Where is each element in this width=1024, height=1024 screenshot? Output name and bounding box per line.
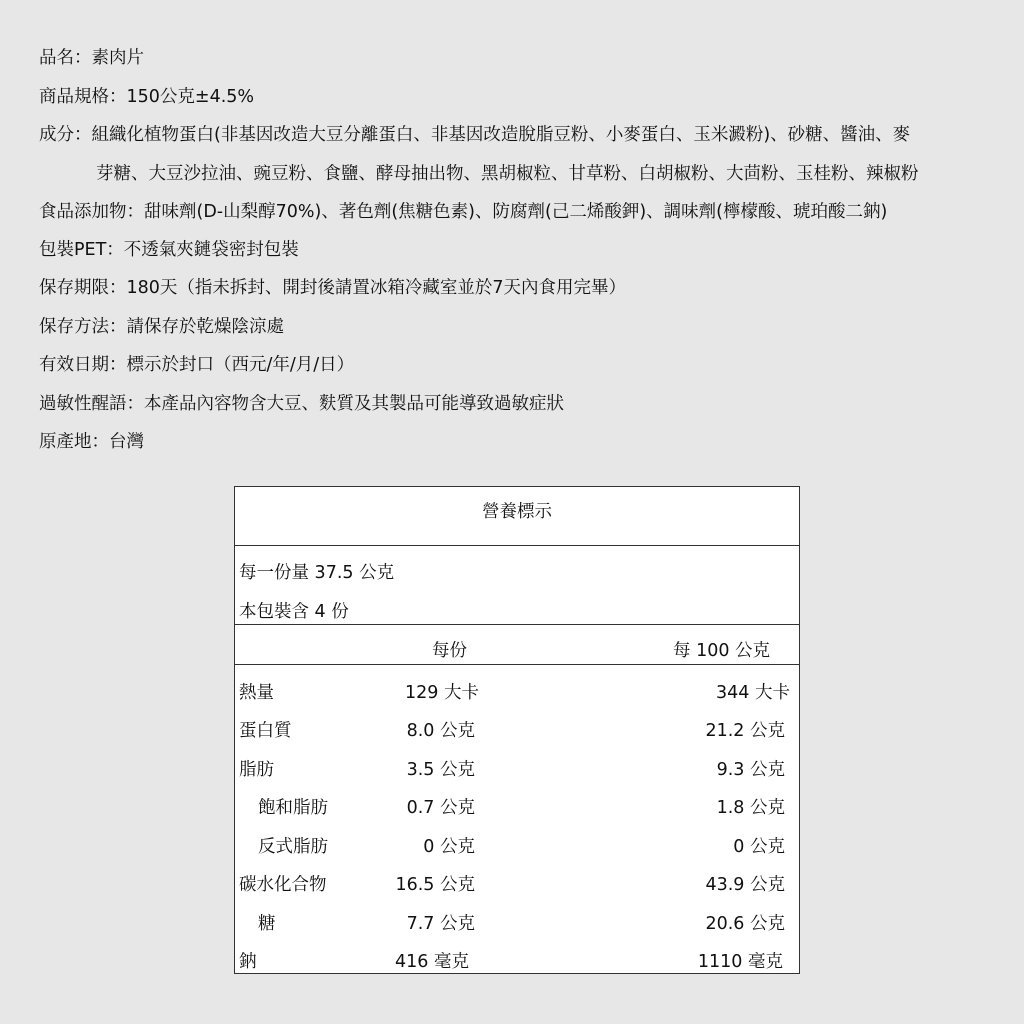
storage-method: 保存方法：請保存於乾燥陰涼處 <box>39 317 284 337</box>
per-serving-value: 8.0 公克 <box>406 721 475 741</box>
nutrient-row-sugar <box>235 910 799 934</box>
per-100g-value: 20.6 公克 <box>705 914 785 934</box>
per-serving-value: 7.7 公克 <box>406 914 475 934</box>
nutrient-name: 蛋白質 <box>239 721 292 741</box>
column-header-per-serving: 每份 <box>432 641 467 661</box>
per-serving-value: 0.7 公克 <box>406 798 475 818</box>
per-100g-value: 344 大卡 <box>716 683 790 703</box>
expiry-date: 有效日期：標示於封口（西元/年/月/日） <box>39 355 355 375</box>
per-serving-value: 16.5 公克 <box>395 875 475 895</box>
per-100g-value: 0 公克 <box>733 837 785 857</box>
nutrient-name: 糖 <box>258 914 276 934</box>
nutrient-name: 飽和脂肪 <box>258 798 328 818</box>
nutrient-name: 碳水化合物 <box>239 875 327 895</box>
per-100g-value: 1110 毫克 <box>697 952 783 972</box>
nutrient-name: 脂肪 <box>239 760 274 780</box>
nutrient-row-protein <box>235 717 799 741</box>
per-100g-value: 43.9 公克 <box>705 875 785 895</box>
per-100g-value: 21.2 公克 <box>705 721 785 741</box>
ingredients-line-2: 芽糖、大豆沙拉油、豌豆粉、食鹽、酵母抽出物、黑胡椒粒、甘草粉、白胡椒粉、大茴粉、玉桂粉、辣椒粉 <box>96 164 919 184</box>
ingredients <box>39 124 1007 185</box>
nutrient-name: 反式脂肪 <box>258 837 328 857</box>
nutrition-title: 營養標示 <box>235 487 799 546</box>
allergen-warning: 過敏性醒語：本產品內容物含大豆、麩質及其製品可能導致過敏症狀 <box>39 394 564 414</box>
column-header-per-100g: 每 100 公克 <box>673 641 771 661</box>
nutrient-name: 熱量 <box>239 683 274 703</box>
nutrient-row-calories <box>235 679 799 703</box>
per-serving-value: 3.5 公克 <box>406 760 475 780</box>
ingredients-line-1: 成分：組織化植物蛋白(非基因改造大豆分離蛋白、非基因改造脫脂豆粉、小麥蛋白、玉米澱粉)、砂糖、醬油、麥 <box>39 125 911 145</box>
servings-per-pack: 本包裝含 4 份 <box>239 602 349 622</box>
per-serving-value: 416 毫克 <box>395 952 469 972</box>
country-of-origin: 原產地：台灣 <box>39 432 144 452</box>
per-serving-value: 0 公克 <box>423 837 475 857</box>
nutrition-facts-table <box>234 486 800 974</box>
per-100g-value: 9.3 公克 <box>716 760 785 780</box>
nutrient-name: 鈉 <box>239 952 257 972</box>
food-additives: 食品添加物：甜味劑(D-山梨醇70%)、著色劑(焦糖色素)、防腐劑(己二烯酸鉀)、調味劑(檸檬酸、琥珀酸二鈉) <box>39 202 888 222</box>
shelf-life: 保存期限：180天（指未拆封、開封後請置冰箱冷藏室並於7天內食用完畢） <box>39 278 627 298</box>
per-serving-value: 129 大卡 <box>405 683 479 703</box>
serving-size: 每一份量 37.5 公克 <box>239 563 395 583</box>
nutrient-row-fat <box>235 756 799 780</box>
nutrient-row-trans-fat <box>235 833 799 857</box>
divider <box>235 664 799 665</box>
nutrient-row-saturated-fat <box>235 794 799 818</box>
per-100g-value: 1.8 公克 <box>716 798 785 818</box>
product-spec: 商品規格：150公克±4.5% <box>39 87 255 107</box>
packaging: 包裝PET：不透氣夾鏈袋密封包裝 <box>39 240 299 260</box>
nutrient-row-sodium <box>235 948 799 972</box>
divider <box>235 624 799 625</box>
nutrient-row-carbohydrate <box>235 871 799 895</box>
product-name: 品名：素肉片 <box>39 48 144 68</box>
